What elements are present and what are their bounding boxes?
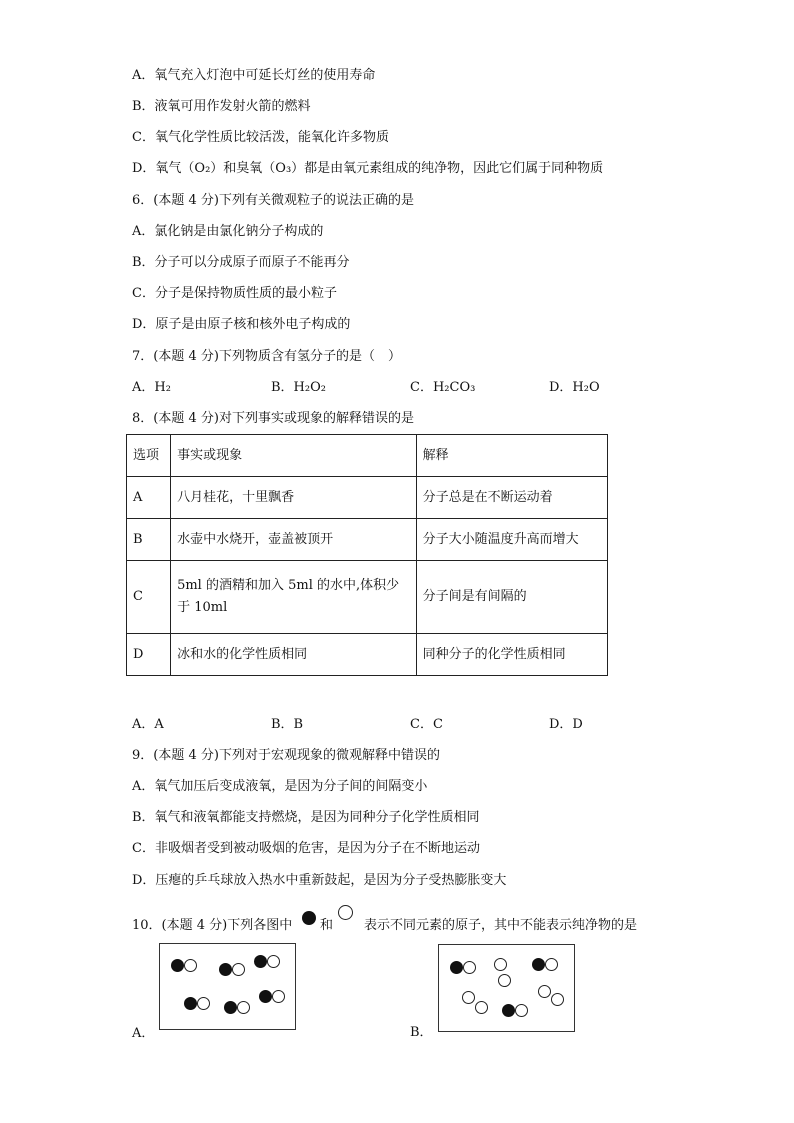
black-atom-icon	[450, 961, 463, 974]
q7-option-c: C．H₂CO₃	[410, 380, 476, 395]
q8-option-d: D．D	[549, 717, 583, 732]
q9-option-b: B．氧气和液氧都能支持燃烧，是因为同种分子化学性质相同	[132, 810, 480, 825]
table-cell-fact: 八月桂花，十里飘香	[171, 477, 417, 519]
white-atom-icon	[475, 1001, 488, 1014]
table-header: 选项	[127, 435, 171, 477]
white-atom-icon	[538, 985, 551, 998]
q6-option-b: B．分子可以分成原子而原子不能再分	[132, 255, 350, 270]
black-atom-icon	[171, 959, 184, 972]
q7-option-b: B．H₂O₂	[271, 380, 326, 395]
table-row	[127, 519, 608, 561]
table-cell-explanation: 分子大小随温度升高而增大	[416, 519, 607, 561]
q6-stem: 6．(本题 4 分)下列有关微观粒子的说法正确的是	[132, 193, 414, 208]
table-cell-fact-line: 5ml 的酒精和加入 5ml 的水中,体积少	[177, 578, 400, 593]
q7-option-d: D．H₂O	[549, 380, 600, 395]
q6-option-d: D．原子是由原子核和核外电子构成的	[132, 317, 351, 332]
q7-stem: 7．(本题 4 分)下列物质含有氢分子的是（ ）	[132, 349, 401, 364]
q9-option-a: A．氧气加压后变成液氧，是因为分子间的间隔变小	[132, 779, 428, 794]
table-cell-fact-line: 于 10ml	[177, 600, 228, 615]
white-atom-icon	[545, 958, 558, 971]
black-atom-icon	[184, 997, 197, 1010]
table-header: 解释	[416, 435, 607, 477]
table-header: 事实或现象	[171, 435, 417, 477]
white-atom-icon	[232, 963, 245, 976]
white-atom-icon	[498, 974, 511, 987]
white-atom-icon	[494, 958, 507, 971]
q8-option-b: B．B	[271, 717, 304, 732]
q6-option-c: C．分子是保持物质性质的最小粒子	[132, 286, 337, 301]
table-row	[127, 477, 608, 519]
q7-option-a: A．H₂	[132, 380, 171, 395]
table-row	[127, 561, 608, 634]
q8-option-a: A．A	[132, 717, 164, 732]
q10-stem-prefix: 10．(本题 4 分)下列各图中	[132, 918, 293, 933]
white-atom-icon	[272, 990, 285, 1003]
q5-option-b: B．液氧可用作发射火箭的燃料	[132, 99, 311, 114]
table-cell-fact: 水壶中水烧开，壶盖被顶开	[171, 519, 417, 561]
table-cell-explanation: 分子总是在不断运动着	[416, 477, 607, 519]
black-atom-icon	[502, 1004, 515, 1017]
black-atom-icon	[532, 958, 545, 971]
white-atom-icon	[462, 991, 475, 1004]
q10-figure-a	[159, 943, 296, 1030]
white-atom-icon	[338, 905, 353, 920]
white-atom-icon	[551, 993, 564, 1006]
table-cell-option: C	[127, 561, 171, 634]
table-cell-explanation: 分子间是有间隔的	[416, 561, 607, 634]
black-atom-icon	[219, 963, 232, 976]
black-atom-icon	[224, 1001, 237, 1014]
q5-option-c: C．氧气化学性质比较活泼，能氧化许多物质	[132, 130, 389, 145]
white-atom-icon	[197, 997, 210, 1010]
table-cell-explanation: 同种分子的化学性质相同	[416, 634, 607, 676]
white-atom-icon	[267, 955, 280, 968]
q10-option-a-label: A．	[132, 1026, 155, 1041]
table-cell-fact	[171, 561, 417, 634]
table-cell-option: A	[127, 477, 171, 519]
black-atom-icon	[259, 990, 272, 1003]
q10-stem-suffix: 表示不同元素的原子，其中不能表示纯净物的是	[364, 918, 638, 933]
q5-option-a: A．氧气充入灯泡中可延长灯丝的使用寿命	[132, 68, 376, 83]
table-row	[127, 634, 608, 676]
table-cell-fact: 冰和水的化学性质相同	[171, 634, 417, 676]
white-atom-icon	[515, 1004, 528, 1017]
black-atom-icon	[302, 911, 316, 925]
q8-table	[126, 434, 608, 676]
table-header-row	[127, 435, 608, 477]
q8-option-c: C．C	[410, 717, 443, 732]
q9-option-d: D．压瘪的乒乓球放入热水中重新鼓起，是因为分子受热膨胀变大	[132, 873, 507, 888]
q10-stem-and: 和	[320, 918, 334, 933]
q9-stem: 9．(本题 4 分)下列对于宏观现象的微观解释中错误的	[132, 748, 440, 763]
black-atom-icon	[254, 955, 267, 968]
q10-figure-b	[438, 944, 575, 1032]
q10-option-b-label: B．	[410, 1025, 433, 1040]
table-cell-option: D	[127, 634, 171, 676]
white-atom-icon	[237, 1001, 250, 1014]
q8-stem: 8．(本题 4 分)对下列事实或现象的解释错误的是	[132, 411, 414, 426]
q9-option-c: C．非吸烟者受到被动吸烟的危害，是因为分子在不断地运动	[132, 841, 480, 856]
q6-option-a: A．氯化钠是由氯化钠分子构成的	[132, 224, 324, 239]
q5-option-d: D．氧气（O₂）和臭氧（O₃）都是由氧元素组成的纯净物，因此它们属于同种物质	[132, 161, 604, 176]
white-atom-icon	[184, 959, 197, 972]
table-cell-option: B	[127, 519, 171, 561]
white-atom-icon	[463, 961, 476, 974]
